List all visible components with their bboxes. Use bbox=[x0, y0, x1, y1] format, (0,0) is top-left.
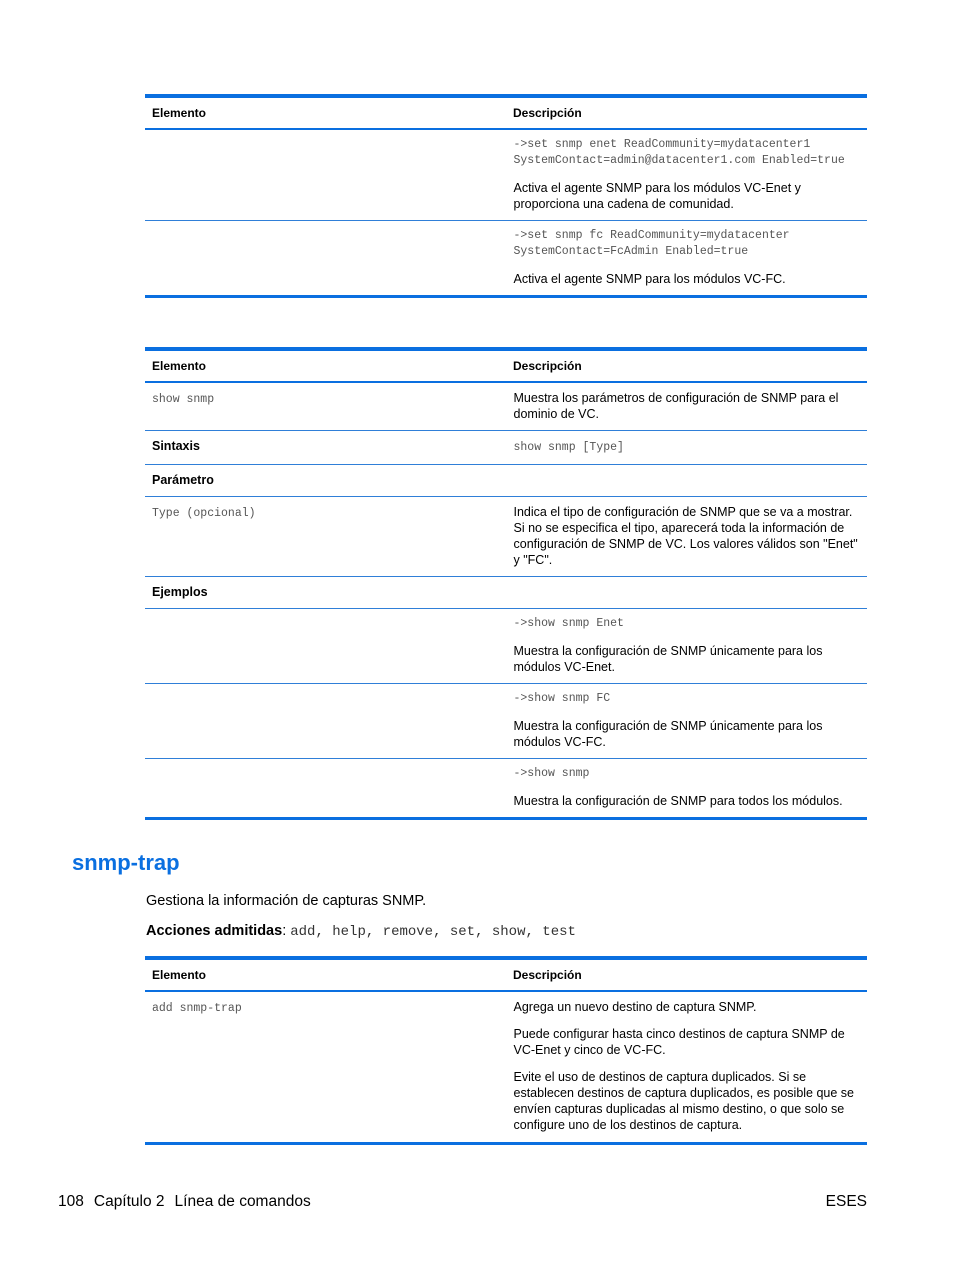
example-description: Activa el agente SNMP para los módulos VC-Enet y proporciona una cadena de comunidad. bbox=[513, 181, 801, 211]
element-cell bbox=[145, 759, 506, 819]
code-example: ->show snmp bbox=[513, 767, 590, 780]
table-set-snmp-examples bbox=[145, 94, 867, 298]
empty-cell bbox=[506, 577, 867, 609]
table-row bbox=[145, 991, 867, 1144]
syntax-label: Sintaxis bbox=[145, 431, 506, 465]
header-descripcion: Descripción bbox=[506, 96, 867, 129]
table-header-row bbox=[145, 96, 867, 129]
header-elemento: Elemento bbox=[145, 96, 506, 129]
actions-separator: : bbox=[282, 923, 291, 939]
element-cell bbox=[145, 991, 506, 1144]
description-cell bbox=[506, 221, 867, 297]
header-elemento: Elemento bbox=[145, 349, 506, 382]
table-row bbox=[145, 759, 867, 819]
description-cell bbox=[506, 759, 867, 819]
chapter-label: Capítulo 2 bbox=[93, 1193, 165, 1210]
table-row bbox=[145, 577, 867, 609]
description-cell: Indica el tipo de configuración de SNMP que se va a mostrar. Si no se especifica el tipo, aparecerá toda la información de configuración de SNMP de VC. Los valores válidos son "Enet" y "FC". bbox=[506, 497, 867, 577]
parameter-label: Parámetro bbox=[145, 465, 506, 497]
element-cell bbox=[145, 129, 506, 221]
element-cell bbox=[145, 684, 506, 759]
command-name: add snmp-trap bbox=[152, 1002, 242, 1015]
section-title: snmp-trap bbox=[72, 850, 180, 875]
description-cell bbox=[506, 684, 867, 759]
code-example: ->show snmp Enet bbox=[513, 617, 624, 630]
table-row bbox=[145, 497, 867, 577]
header-descripcion: Descripción bbox=[506, 958, 867, 991]
element-cell bbox=[145, 382, 506, 431]
code-example: ->set snmp enet ReadCommunity=mydatacenter1 SystemContact=admin@datacenter1.com Enabled=true bbox=[513, 138, 845, 167]
actions-list: add, help, remove, set, show, test bbox=[290, 924, 576, 940]
table-snmp-trap bbox=[145, 956, 867, 1145]
examples-label: Ejemplos bbox=[145, 577, 506, 609]
table-header-row bbox=[145, 958, 867, 991]
description-cell: Muestra los parámetros de configuración de SNMP para el dominio de VC. bbox=[506, 382, 867, 431]
element-cell bbox=[145, 609, 506, 684]
example-description: Muestra la configuración de SNMP para todos los módulos. bbox=[513, 794, 843, 808]
syntax-value: show snmp [Type] bbox=[513, 441, 624, 454]
header-elemento: Elemento bbox=[145, 958, 506, 991]
description-cell bbox=[506, 991, 867, 1144]
example-description: Muestra la configuración de SNMP únicamente para los módulos VC-Enet. bbox=[513, 644, 823, 674]
table-row bbox=[145, 382, 867, 431]
description-paragraph: Agrega un nuevo destino de captura SNMP. bbox=[513, 1000, 757, 1014]
page-number: 108 bbox=[58, 1193, 84, 1210]
table-row bbox=[145, 431, 867, 465]
page-footer bbox=[58, 1193, 321, 1211]
element-cell bbox=[145, 221, 506, 297]
table-row bbox=[145, 129, 867, 221]
supported-actions bbox=[146, 923, 576, 940]
element-cell bbox=[145, 497, 506, 577]
table-row bbox=[145, 609, 867, 684]
table-row bbox=[145, 221, 867, 297]
example-description: Muestra la configuración de SNMP únicamente para los módulos VC-FC. bbox=[513, 719, 823, 749]
description-paragraph: Puede configurar hasta cinco destinos de captura SNMP de VC-Enet y cinco de VC-FC. bbox=[513, 1027, 845, 1057]
syntax-cell bbox=[506, 431, 867, 465]
parameter-name: Type (opcional) bbox=[152, 507, 256, 520]
description-cell bbox=[506, 129, 867, 221]
code-example: ->show snmp FC bbox=[513, 692, 611, 705]
description-paragraph: Evite el uso de destinos de captura duplicados. Si se establecen destinos de captura duplicados, es posible que se envíen capturas duplicadas al mismo destino, o que solo se configure uno de los destinos de captura. bbox=[513, 1070, 855, 1132]
chapter-title: Línea de comandos bbox=[174, 1193, 311, 1210]
actions-label: Acciones admitidas bbox=[146, 923, 283, 939]
header-descripcion: Descripción bbox=[506, 349, 867, 382]
code-example: ->set snmp fc ReadCommunity=mydatacenter SystemContact=FcAdmin Enabled=true bbox=[513, 229, 790, 258]
footer-locale: ESES bbox=[825, 1193, 867, 1210]
description-cell bbox=[506, 609, 867, 684]
table-row bbox=[145, 465, 867, 497]
section-intro: Gestiona la información de capturas SNMP. bbox=[146, 893, 427, 909]
command-name: show snmp bbox=[152, 393, 215, 406]
example-description: Activa el agente SNMP para los módulos VC-FC. bbox=[513, 272, 786, 286]
table-show-snmp bbox=[145, 347, 867, 820]
table-header-row bbox=[145, 349, 867, 382]
empty-cell bbox=[506, 465, 867, 497]
table-row bbox=[145, 684, 867, 759]
